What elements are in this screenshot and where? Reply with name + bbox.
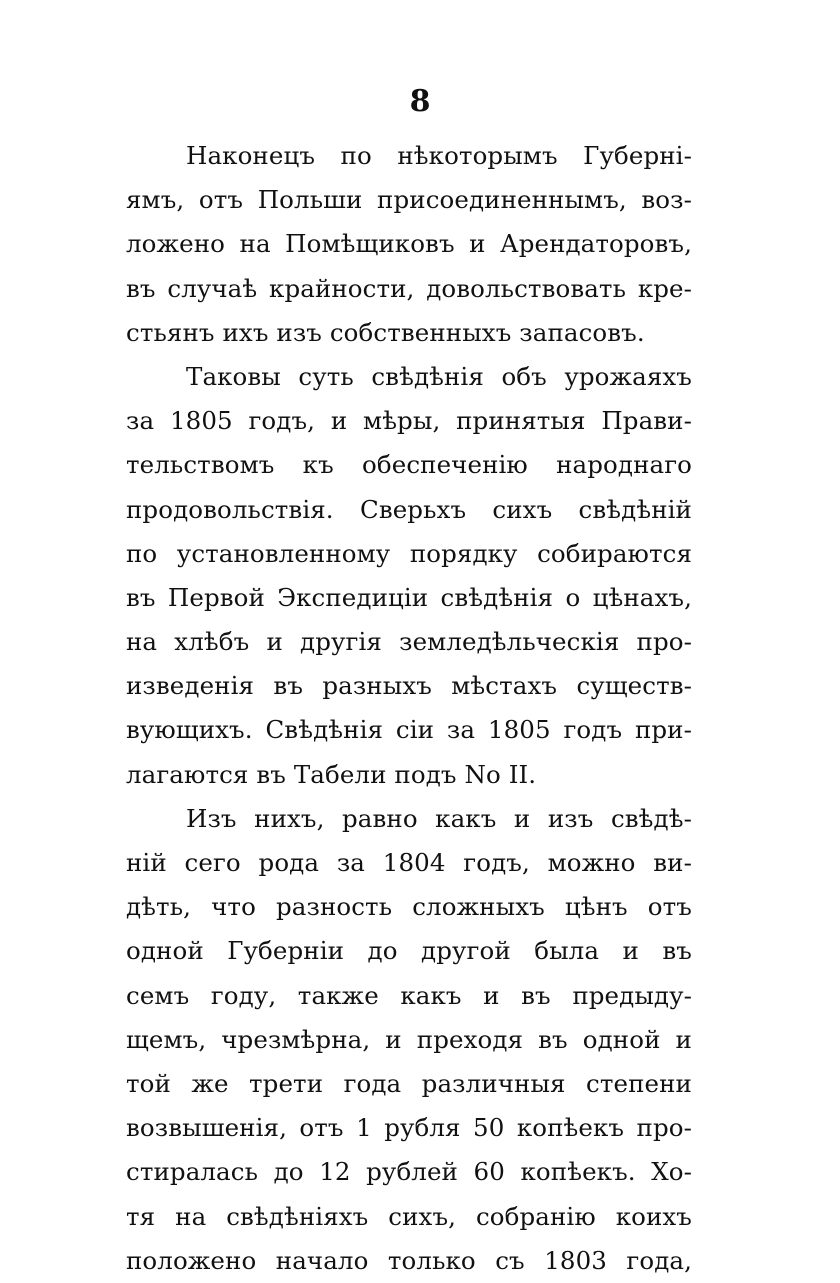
text-line: семъ году, также какъ и въ предыду-: [126, 980, 692, 1010]
body-text: [126, 134, 692, 1283]
text-line: стиралась до 12 рублей 60 копѣекъ. Хо-: [126, 1157, 692, 1187]
text-line: ямъ, отъ Польши присоединеннымъ, воз-: [126, 185, 692, 215]
text-line: ложено на Помѣщиковъ и Арендаторовъ,: [126, 229, 692, 259]
text-line: за 1805 годъ, и мѣры, принятыя Прави-: [126, 406, 692, 436]
text-line: на хлѣбъ и другія земледѣльческія про-: [126, 627, 692, 657]
text-line: ній сего рода за 1804 годъ, можно ви-: [126, 848, 692, 877]
text-line: возвышенія, отъ 1 рубля 50 копѣекъ про-: [126, 1113, 692, 1143]
text-line: Таковы суть свѣдѣнія объ урожаяхъ: [186, 361, 692, 391]
text-line: тя на свѣдѣніяхъ сихъ, собранію коихъ: [126, 1201, 692, 1231]
text-line: той же трети года различныя степени: [126, 1068, 692, 1098]
text-line: тельствомъ къ обеспеченію народнаго: [126, 450, 692, 480]
text-line: вующихъ. Свѣдѣнія сіи за 1805 годъ при-: [126, 715, 692, 745]
text-line: Изъ нихъ, равно какъ и изъ свѣдѣ-: [186, 803, 692, 833]
text-line: стьянъ ихъ изъ собственныхъ запасовъ.: [126, 317, 645, 347]
text-line: одной Губерніи до другой была и въ: [126, 936, 692, 966]
text-line: продовольствія. Сверьхъ сихъ свѣдѣній: [126, 494, 692, 524]
text-line: въ случаѣ крайности, довольствовать кре-: [126, 273, 692, 303]
text-line: въ Первой Экспедиціи свѣдѣнія о цѣнахъ,: [126, 582, 692, 612]
text-line: щемъ, чрезмѣрна, и преходя въ одной и: [126, 1024, 692, 1054]
text-line: дѣть, что разность сложныхъ цѣнъ отъ: [126, 892, 692, 922]
text-line: лагаются въ Табели подъ No II.: [126, 759, 537, 789]
text-line: изведенія въ разныхъ мѣстахъ существ-: [126, 671, 692, 701]
text-line: положено начало только съ 1803 года,: [126, 1245, 692, 1275]
page-number: 8: [409, 84, 431, 119]
text-line: по установленному порядку собираются: [126, 538, 692, 568]
text-line: Наконецъ по нѣкоторымъ Губерні-: [186, 141, 692, 170]
